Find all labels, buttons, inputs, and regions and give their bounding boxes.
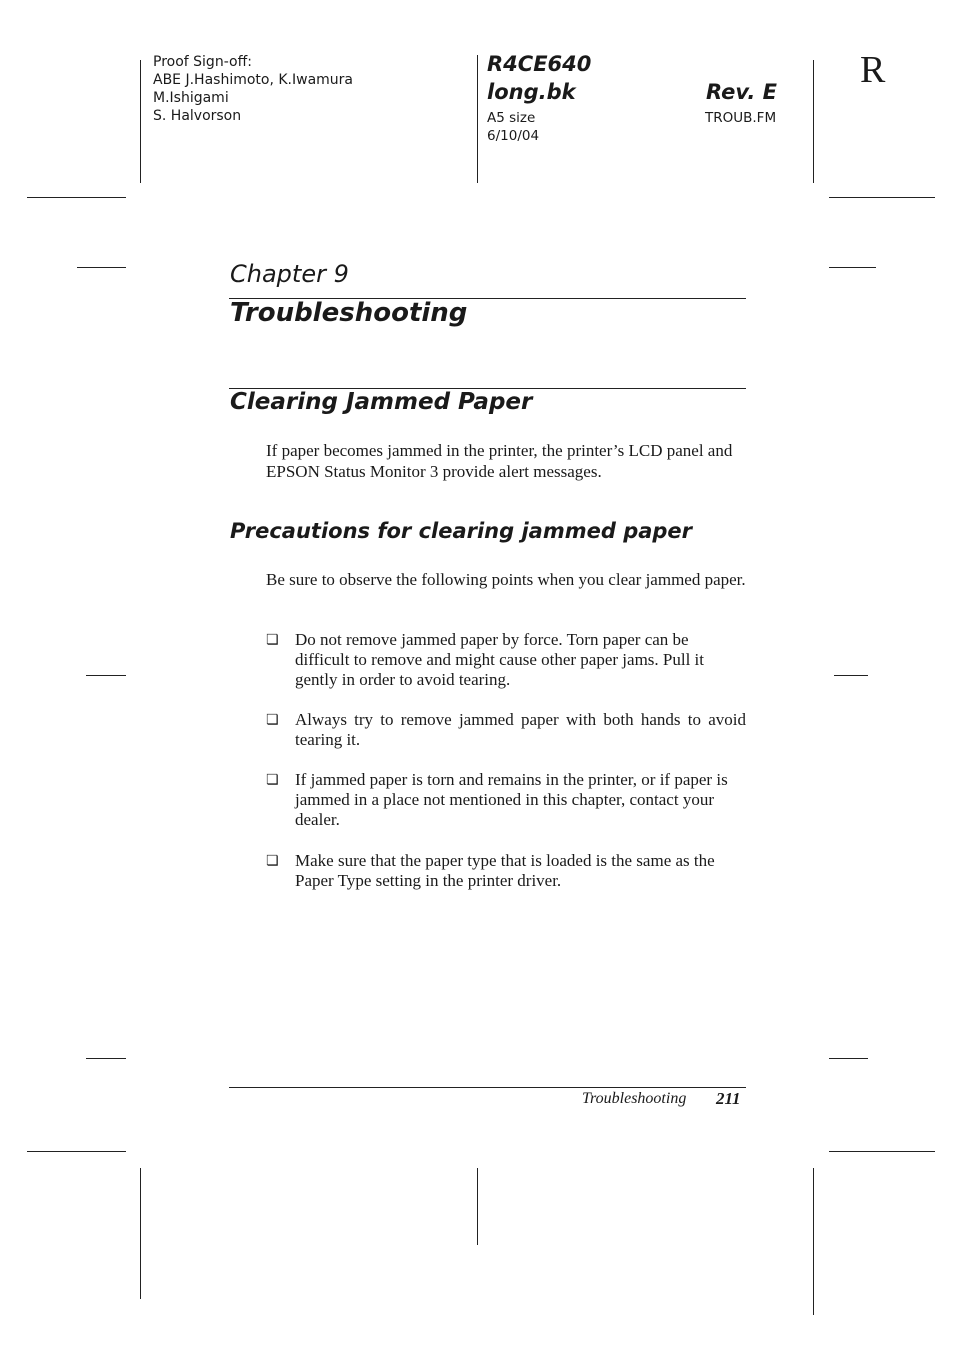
doc-date: 6/10/04 [487,128,540,144]
footer-rule [229,1087,746,1088]
proof-line: M.Ishigami [153,90,229,106]
crop-mark [477,1168,478,1245]
corner-letter: R [860,49,886,91]
page-number: 211 [716,1089,741,1108]
doc-code: R4CE640 [487,52,592,76]
footer-label: Troubleshooting [582,1090,687,1107]
proof-line: ABE J.Hashimoto, K.Iwamura [153,72,354,88]
checkbox-bullet-icon: ❏ [266,772,279,788]
list-item-text: Always try to remove jammed paper with both hands to avoid tearing it. [295,710,746,749]
checkbox-bullet-icon: ❏ [266,712,279,728]
chapter-title: Troubleshooting [230,298,468,328]
crop-mark [829,1151,935,1152]
revision: Rev. E [706,80,777,104]
crop-mark [86,1058,126,1059]
chapter-label: Chapter 9 [230,260,349,288]
crop-mark [27,197,126,198]
checkbox-bullet-icon: ❏ [266,632,279,648]
crop-mark [813,1168,814,1315]
subsection-intro: Be sure to observe the following points when you clear jammed paper. [266,570,746,589]
list-item-text: Make sure that the paper type that is loaded is the same as the Paper Type setting in the printer driver. [295,851,715,890]
proof-line: S. Halvorson [153,108,242,124]
list-item [266,630,746,690]
crop-mark [86,675,126,676]
crop-mark [27,1151,126,1152]
intro-paragraph: If paper becomes jammed in the printer, the printer’s LCD panel and EPSON Status Monitor 3 provide alert messages. [266,441,733,481]
crop-mark [829,197,935,198]
crop-mark [834,675,868,676]
list-item [266,851,746,891]
checkbox-bullet-icon: ❏ [266,853,279,869]
file-name: TROUB.FM [705,110,777,126]
crop-mark [829,267,876,268]
crop-mark [140,60,141,183]
proof-line: Proof Sign-off: [153,54,252,70]
subsection-title: Precautions for clearing jammed paper [230,519,693,543]
list-item [266,710,746,750]
crop-mark [477,55,478,183]
list-item [266,770,746,830]
page-size: A5 size [487,110,536,126]
crop-mark [813,60,814,183]
section-title: Clearing Jammed Paper [230,389,533,415]
crop-mark [77,267,126,268]
crop-mark [829,1058,868,1059]
list-item-text: Do not remove jammed paper by force. Torn paper can be difficult to remove and might cause other paper jams. Pull it gently in order to avoid tearing. [295,630,705,689]
proof-signoff [153,53,353,125]
book-name: long.bk [487,80,576,104]
crop-mark [140,1168,141,1299]
list-item-text: If jammed paper is torn and remains in the printer, or if paper is jammed in a place not mentioned in this chapter, contact your dealer. [295,770,728,829]
